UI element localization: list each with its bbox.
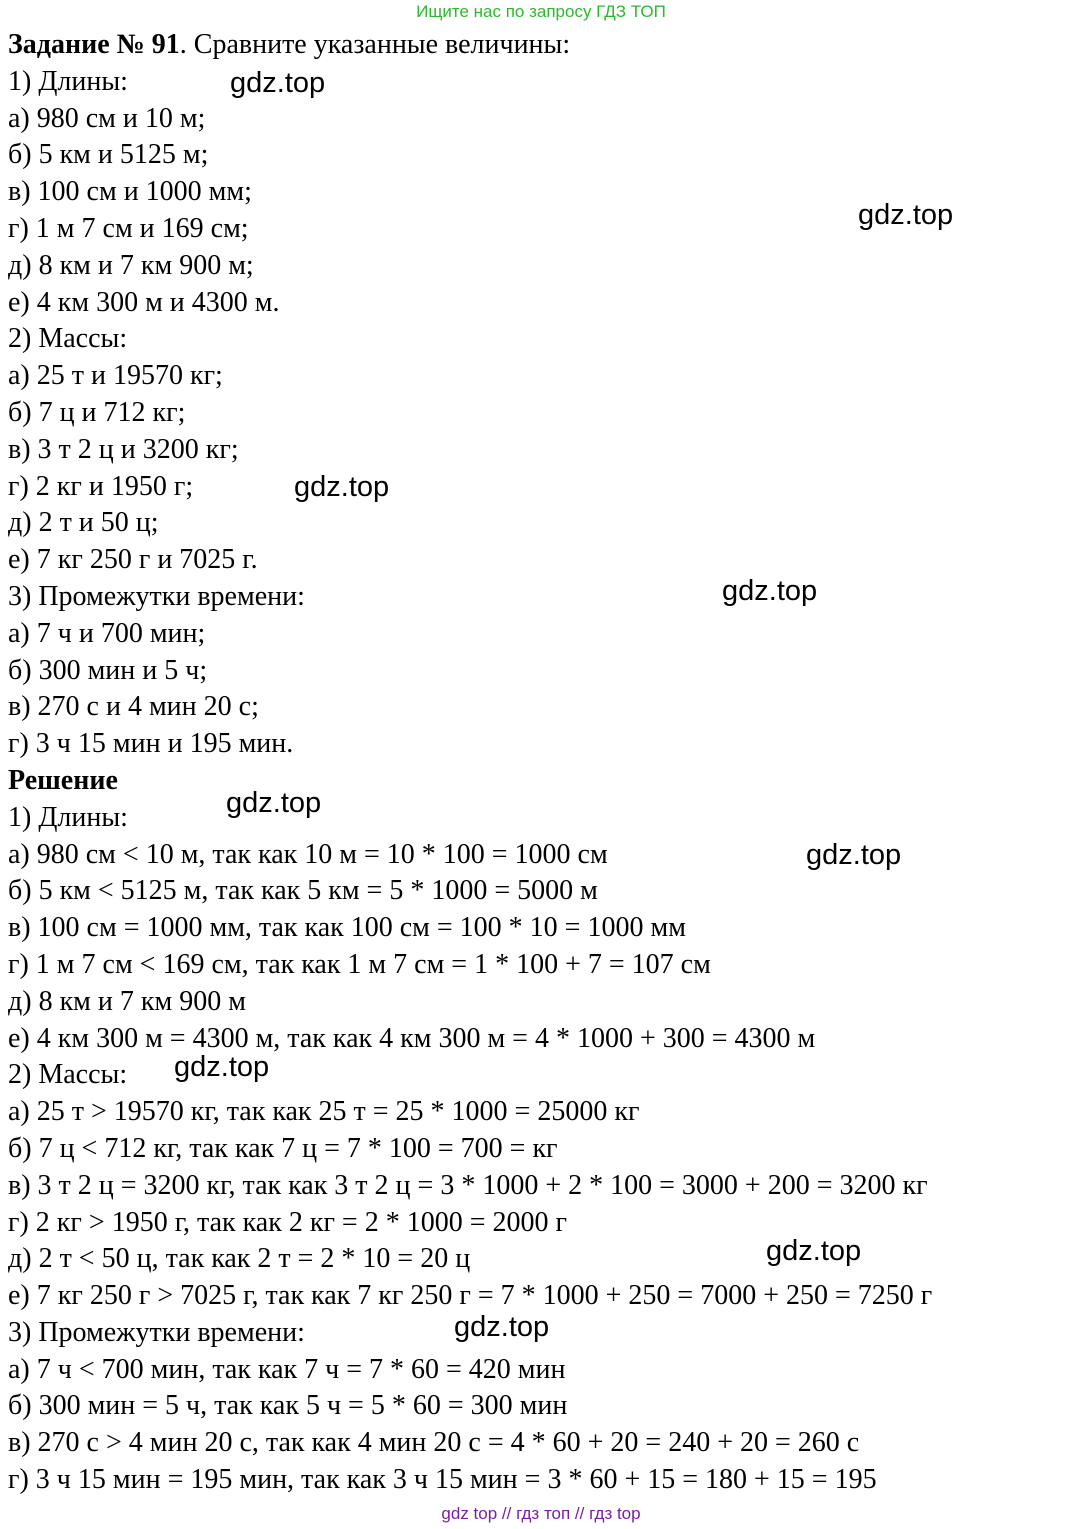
solution-line: 3) Промежутки времени: — [8, 1316, 305, 1348]
task-line: а) 7 ч и 700 мин; — [8, 617, 206, 649]
task-line: б) 5 км и 5125 м; — [8, 139, 209, 171]
task-line: г) 3 ч 15 мин и 195 мин. — [8, 728, 294, 760]
task-line: д) 2 т и 50 ц; — [8, 507, 159, 539]
top-banner: Ищите нас по запросу ГДЗ ТОП — [416, 2, 666, 21]
solution-line: в) 3 т 2 ц = 3200 кг, так как 3 т 2 ц = 3 * 1000 + 2 * 100 = 3000 + 200 = 3200 кг — [8, 1169, 928, 1201]
task-line: г) 2 кг и 1950 г; — [8, 470, 194, 502]
solution-line: б) 5 км < 5125 м, так как 5 км = 5 * 1000 = 5000 м — [8, 875, 598, 907]
task-line: г) 1 м 7 см и 169 см; — [8, 212, 249, 244]
watermark: gdz.top — [230, 67, 326, 99]
watermark: gdz.top — [806, 839, 902, 871]
task-line: 3) Промежутки времени: — [8, 580, 305, 612]
task-line: е) 4 км 300 м и 4300 м. — [8, 286, 280, 318]
task-line: б) 7 ц и 712 кг; — [8, 396, 186, 428]
task-title: Задание № 91 — [8, 29, 180, 60]
solution-line: д) 2 т < 50 ц, так как 2 т = 2 * 10 = 20 ц — [8, 1243, 471, 1275]
solution-line: 2) Массы: — [8, 1059, 128, 1091]
watermark: gdz.top — [858, 199, 954, 231]
watermark: gdz.top — [226, 787, 322, 819]
task-instruction: . Сравните указанные величины: — [179, 29, 571, 60]
task-line: 1) Длины: — [8, 65, 128, 97]
task-line: д) 8 км и 7 км 900 м; — [8, 249, 254, 281]
task-line: в) 3 т 2 ц и 3200 кг; — [8, 433, 239, 465]
solution-line: г) 2 кг > 1950 г, так как 2 кг = 2 * 1000 = 2000 г — [8, 1206, 567, 1238]
solution-heading: Решение — [8, 764, 118, 796]
task-line: а) 980 см и 10 м; — [8, 102, 206, 134]
solution-line: д) 8 км и 7 км 900 м — [8, 985, 246, 1017]
solution-line: б) 7 ц < 712 кг, так как 7 ц = 7 * 100 = 700 = кг — [8, 1132, 558, 1164]
solution-line: г) 3 ч 15 мин = 195 мин, так как 3 ч 15 мин = 3 * 60 + 15 = 180 + 15 = 195 — [8, 1464, 877, 1496]
task-header — [8, 27, 1078, 64]
watermark: gdz.top — [454, 1311, 550, 1343]
solution-line: е) 4 км 300 м = 4300 м, так как 4 км 300 м = 4 * 1000 + 300 = 4300 м — [8, 1022, 816, 1054]
watermark: gdz.top — [294, 471, 390, 503]
solution-line: е) 7 кг 250 г > 7025 г, так как 7 кг 250 г = 7 * 1000 + 250 = 7000 + 250 = 7250 г — [8, 1280, 933, 1312]
watermark: gdz.top — [174, 1051, 270, 1083]
task-line: а) 25 т и 19570 кг; — [8, 360, 223, 392]
solution-line: а) 25 т > 19570 кг, так как 25 т = 25 * 1000 = 25000 кг — [8, 1096, 640, 1128]
task-line: б) 300 мин и 5 ч; — [8, 654, 208, 686]
task-line: е) 7 кг 250 г и 7025 г. — [8, 544, 258, 576]
solution-line: а) 7 ч < 700 мин, так как 7 ч = 7 * 60 = 420 мин — [8, 1353, 566, 1385]
watermark: gdz.top — [766, 1235, 862, 1267]
watermark: gdz.top — [722, 575, 818, 607]
document-body — [8, 27, 1078, 1499]
solution-line: в) 270 с > 4 мин 20 с, так как 4 мин 20 с = 4 * 60 + 20 = 240 + 20 = 260 с — [8, 1427, 860, 1459]
solution-line: г) 1 м 7 см < 169 см, так как 1 м 7 см = 1 * 100 + 7 = 107 см — [8, 948, 711, 980]
solution-line: 1) Длины: — [8, 801, 128, 833]
solution-line: б) 300 мин = 5 ч, так как 5 ч = 5 * 60 = 300 мин — [8, 1390, 568, 1422]
task-line: 2) Массы: — [8, 323, 128, 355]
task-line: в) 100 см и 1000 мм; — [8, 176, 252, 208]
solution-line: а) 980 см < 10 м, так как 10 м = 10 * 100 = 1000 см — [8, 838, 608, 870]
footer-links: gdz top // гдз топ // гдз top — [441, 1504, 641, 1523]
task-line: в) 270 с и 4 мин 20 с; — [8, 691, 259, 723]
solution-line: в) 100 см = 1000 мм, так как 100 см = 100 * 10 = 1000 мм — [8, 912, 686, 944]
